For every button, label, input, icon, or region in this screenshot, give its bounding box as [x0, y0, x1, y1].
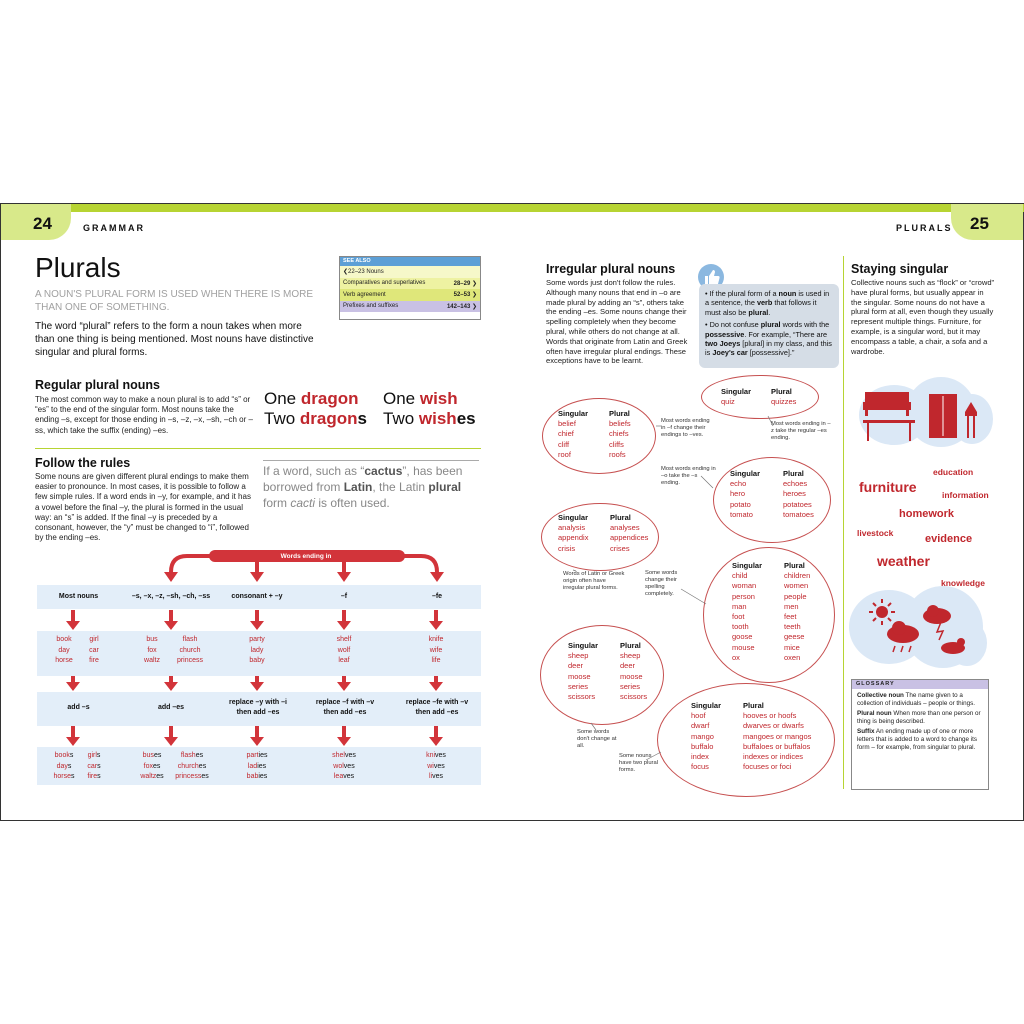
flow-singular-words: book day horse — [55, 636, 73, 664]
flow-singular-words: flash church princess — [176, 636, 204, 664]
flow-category: –f — [340, 593, 348, 600]
flow-singular-words: bus fox waltz — [144, 636, 160, 664]
word-information: information — [942, 490, 989, 500]
note-change: Some words change their spelling completely. — [645, 570, 678, 597]
flow-plural-words: knives wives lives — [426, 752, 446, 780]
group-f-plural: beliefs chiefs cliffs roofs — [609, 419, 631, 459]
flow-singular-words: knife wife life — [428, 636, 444, 664]
word-education: education — [933, 467, 974, 477]
flow-category: –s, –x, –z, –sh, –ch, –ss — [131, 593, 211, 600]
group-o-singular: echo hero potato tomato — [730, 479, 753, 519]
flow-rule: replace –fe with –v then add –es — [405, 699, 469, 716]
note-two: Some nouns have two plural forms. — [619, 753, 658, 773]
flow-plural-words: buses foxes waltzes — [140, 752, 164, 780]
glossary-box: GLOSSARY Collective noun The name given to a collection of individuals – people or things. Plural noun When more than one person or thing is being described. Suffix An ending made up of one or more letters that is added to a word to change its form – for example, from singular to plural. — [851, 679, 989, 790]
flow-plural-words: flashes churches princesses — [175, 752, 209, 780]
group-latin-singular: analysis appendix crisis — [558, 523, 589, 553]
word-weather: weather — [877, 553, 930, 569]
intro-text: The word “plural” refers to the form a noun takes when more than one thing is being mentioned. Most nouns have distinctive singular and plural forms. — [35, 321, 314, 358]
word-homework: homework — [899, 508, 955, 520]
tip-box: • If the plural form of a noun is used in a sentence, the verb that follows it must also be plural. • Do not confuse plural words with the possessive. For example, “There are two Joeys [plural] in my class, and this is Joey's car [possessive].” — [699, 284, 839, 368]
group-change-plural: children women people men feet teeth geese mice oxen — [784, 571, 811, 662]
word-furniture: furniture — [859, 479, 917, 495]
flow-plural-words: parties ladies babies — [246, 752, 268, 780]
flow-singular-words: girl car fire — [89, 636, 99, 664]
regular-heading: Regular plural nouns — [35, 378, 161, 392]
group-two-plural: hooves or hoofs dwarves or dwarfs mangoes or mangos buffaloes or buffalos indexes or indices focuses or foci — [743, 711, 812, 772]
note-same: Some words don't change at all. — [577, 729, 617, 749]
see-also-header: SEE ALSO — [340, 257, 480, 266]
group-same-plural: sheep deer moose series scissors — [620, 651, 648, 702]
weather-icon — [861, 594, 981, 664]
left-page-number: 24 — [33, 214, 52, 233]
staying-body: Collective nouns such as “flock” or “crowd” have plural forms, but usually appear in the singular. Some nouns do not have a plural form at all, even though they usually represent multiple things. Furniture, for example, is a singular word, but it may encompass a table, a chair, a sofa and a wardrobe. — [851, 278, 995, 356]
flow-rule: replace –f with –v then add –es — [315, 699, 375, 716]
follow-body: Some nouns are given different plural endings to make them easier to pronounce. In most cases, it is possible to follow a few simple rules. If a word ends in –y, for example, and it has a vowel before the final –y, the plural is formed in the usual way: an “s” is added. If the final –y is preceded by a consonant, however, the “y” must be changed to “i”, followed by the ending –es. — [35, 472, 251, 543]
flow-category: –fe — [431, 593, 443, 600]
page-title: Plurals — [35, 252, 121, 283]
group-o-plural: echoes heroes potatoes tomatoes — [783, 479, 814, 519]
group-change-singular: child woman person man foot tooth goose mouse ox — [732, 571, 757, 662]
note-latin: Words of Latin or Greek origin often have irregular plural forms. — [563, 571, 625, 591]
glossary-header: GLOSSARY — [852, 680, 988, 689]
see-also-row[interactable]: Prefixes and suffixes 142–143 ❯ — [340, 301, 480, 313]
flow-singular-words: shelf wolf leaf — [336, 636, 352, 664]
flow-category: Most nouns — [58, 593, 99, 600]
latin-quote: If a word, such as “cactus”, has been borrowed from Latin, the Latin plural form cacti is often used. — [263, 460, 479, 511]
irregular-heading: Irregular plural nouns — [546, 262, 676, 276]
flow-singular-words: party lady baby — [249, 636, 265, 664]
note-o: Most words ending in –o take the –s ending. — [661, 466, 716, 486]
regular-body: The most common way to make a noun plural is to add “s” or “es” to the end of the singular form. Most nouns take the ending –s, except for those ending in –s, –z, –x, –sh, –ch or –ss, which take the suffix (ending) –es. — [35, 395, 253, 435]
flow-plural-words: shelves wolves leaves — [332, 752, 356, 780]
book-spread: 24 GRAMMAR PLURALS 25 Plurals A NOUN'S PLURAL FORM IS USED WHEN THERE IS MORE THAN ONE OF SOMETHING. The word “plural” refers to the form a noun takes when more than one thing is being mentioned. Most nouns have distinctive singular and plural forms. SEE ALSO ❮22–23 Nouns Comparatives and superlatives 28–29 ❯ Verb agreement 52–53 ❯ Prefixes and suffixes 142–143 ❯ Regular plural nouns The most common way to make a noun plural is to add “s” or “es” to the end of the singular form. Most nouns take the ending –s, except for those ending in –s, –z, –x, –sh, –ch or –ss, which take the suffix (ending) –es. One dragon Two dragons One wish Two wishes Follow the rules Some nouns are given different plural endings to make them easier to pronounce. In most cases, it is possible to follow a few simple rules. If a word ends in –y, for example, and it has a vowel before the final –y, the plural is formed in the usual way: an “s” is added. If the final –y is preceded by a consonant, however, the “y” must be changed to “i”, followed by the ending –es. If a word, such as “cactus”, has been borrowed from Latin, the Latin plural form cacti is often used. Words ending in Most nouns –s, –x, –z, –sh, –ch, –ss consonant + –y –f –fe book day horse girl car fire bus fox waltz flash church princess party lady baby shelf wolf leaf knife wife life add –s add –es replace –y with –i then add –es replace –f with –v then add –es replace –fe with –v then add –es books days horses girls cars fires buses foxes waltzes flashes churches princesses parties ladies babies shelves wolves leaves knives wives lives Irregular plural nouns Some words just don't follow the rules. Although many nouns that end in –o are made plural by adding an “s”, others take the ending –es. Some nouns change their spelling completely when they become plural, while others do not change at all. Words that originate from Latin and Greek often have irregular plural endings. These exceptions have to be learnt. • If the plural form of a noun is used in a sentence, the verb that follows it must also be plural. • Do not confuse plural words with the possessive. For example, “There are two Joeys [plural] in my class, and this is Joey's car [possessive].” Singular belief chief cliff roof Plural beliefs chiefs cliffs roofs Most words ending in –f change their endings to –ves. Singular quiz Plural quizzes Most words ending in –z take the regular –es ending. Most words ending in –o take the –s ending. Singular echo hero potato tomato Plural echoes heroes potatoes tomatoes Singular analysis appendix crisis Plural analyses appendices crises Words of Latin or Greek origin often have irregular plural forms. Some words change their spelling completely. Singular child woman person man foot tooth goose mouse ox Plural children women people men feet teeth geese mice oxen Singular sheep deer moose series scissors Plural sheep deer moose series scissors Some words don't change at all. Singular hoof dwarf mango buffalo index focus Plural hooves or hoofs dwarves or dwarfs mangoes or mangos buffaloes or buffalos indexes or indices focuses or foci Some nouns have two plural forms. Staying singular Collective nouns such as “flock” or “crowd” have plural forms, but usually appear in the singular. Some nouns do not have a plural form at all, even though they usually represent multiple things. Furniture, for example, is a singular word, but it may encompass a table, a chair, a sofa and a wardrobe. furniture education information homework livestock evidence weather knowledge GLOSSARY Collective noun The name given to a collection of individuals – people or things. Plural noun When more than one person or thing is being described. Suffix An ending made up of one or more letters that is added to a word to change its form – for example, from singular to plural. — [0, 203, 1024, 821]
group-f-singular: belief chief cliff roof — [558, 419, 576, 459]
example-wish: One wish Two wishes — [383, 389, 476, 428]
irregular-body: Some words just don't follow the rules. Although many nouns that end in –o are made plural by adding an “s”, others take the ending –es. Some nouns change their spelling completely when they become plural, while others do not change at all. Words that originate from Latin and Greek often have irregular plural endings. These exceptions have to be learnt. — [546, 278, 688, 366]
group-two-singular: hoof dwarf mango buffalo index focus — [691, 711, 714, 772]
flow-rule: add –es — [157, 704, 185, 711]
flow-rule: replace –y with –i then add –es — [229, 699, 287, 716]
group-same-singular: sheep deer moose series scissors — [568, 651, 596, 702]
see-also-row[interactable]: ❮22–23 Nouns — [340, 266, 480, 278]
page-subtitle: A NOUN'S PLURAL FORM IS USED WHEN THERE IS MORE THAN ONE OF SOMETHING. — [35, 289, 314, 313]
flow-category: consonant + –y — [231, 593, 283, 600]
column-divider — [843, 256, 844, 789]
see-also-row[interactable]: Comparatives and superlatives 28–29 ❯ — [340, 278, 480, 290]
left-running-head: GRAMMAR — [83, 223, 145, 233]
right-page-number: 25 — [970, 214, 989, 233]
group-latin-plural: analyses appendices crises — [610, 523, 649, 553]
flow-rule: add –s — [67, 704, 90, 711]
follow-heading: Follow the rules — [35, 456, 131, 470]
flow-top-label: Words ending in — [280, 553, 332, 560]
flow-plural-words: girls cars fires — [87, 752, 101, 780]
group-z-singular: quiz — [721, 397, 735, 407]
group-z-plural: quizzes — [771, 397, 797, 407]
example-dragon: One dragon Two dragons — [264, 389, 367, 428]
note-f: Most words ending in –f change their endings to –ves. — [661, 418, 710, 438]
furniture-icon — [859, 384, 989, 444]
see-also-row[interactable]: Verb agreement 52–53 ❯ — [340, 289, 480, 301]
word-evidence: evidence — [925, 533, 973, 545]
word-knowledge: knowledge — [941, 578, 985, 588]
flow-plural-words: books days horses — [53, 752, 75, 780]
word-livestock: livestock — [857, 528, 894, 538]
staying-heading: Staying singular — [851, 262, 949, 276]
right-running-head: PLURALS — [896, 223, 953, 233]
note-z: Most words ending in –z take the regular –es ending. — [771, 421, 831, 441]
